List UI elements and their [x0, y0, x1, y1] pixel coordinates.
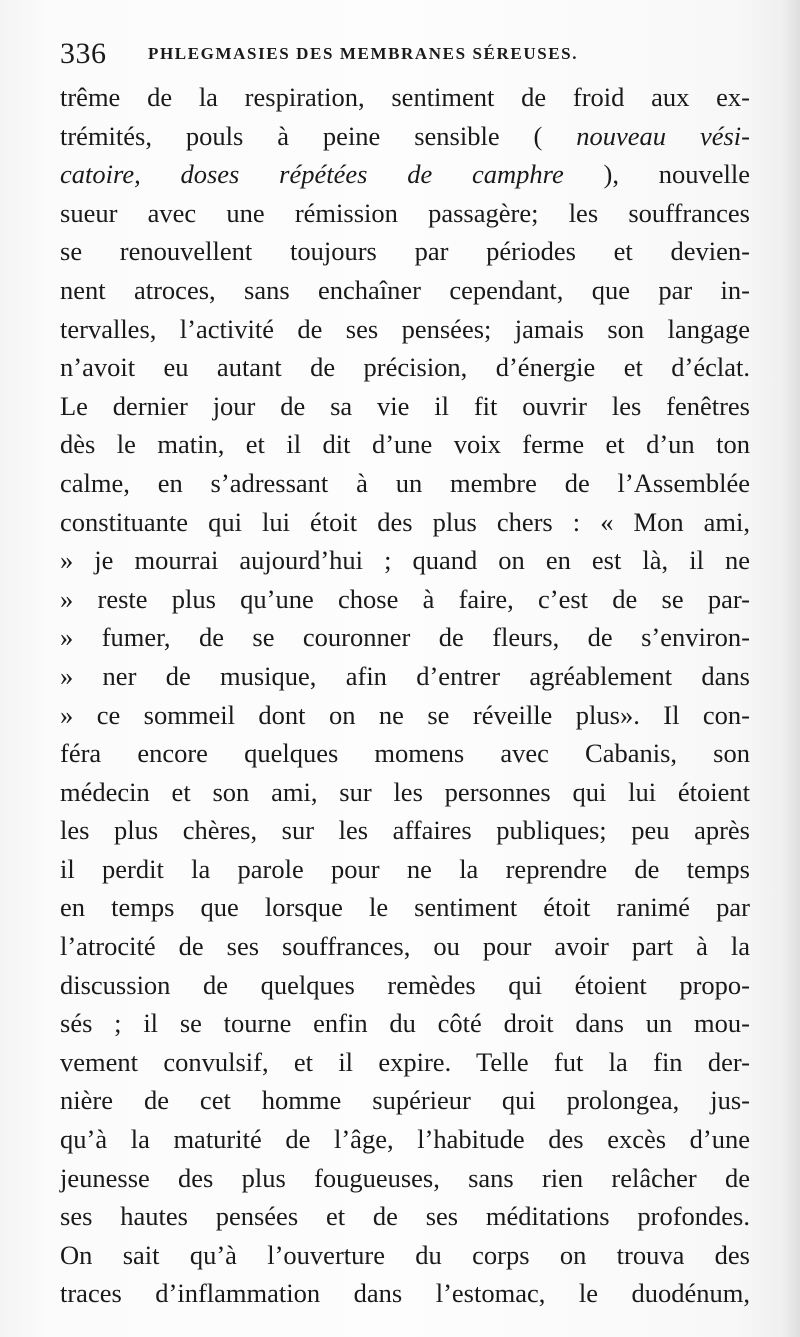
text-line: l’atrocité de ses souffrances, ou pour avoir part à la	[60, 931, 750, 962]
text-segment: trémités, pouls à peine sensible (	[60, 120, 577, 151]
text-line: n’avoit eu autant de précision, d’énergie et d’éclat.	[60, 352, 750, 383]
text-line: ses hautes pensées et de ses méditations profondes.	[60, 1201, 750, 1232]
text-line: » ner de musique, afin d’entrer agréablement dans	[60, 660, 750, 691]
text-line: trême de la respiration, sentiment de froid aux ex-	[60, 82, 750, 112]
text-line: sueur avec une rémission passagère; les souffrances	[60, 197, 750, 228]
text-line: constituante qui lui étoit des plus chers : « Mon ami,	[60, 506, 750, 537]
text-line: se renouvellent toujours par périodes et devien-	[60, 236, 750, 267]
text-line: » reste plus qu’une chose à faire, c’est de se par-	[60, 583, 750, 614]
text-line: » je mourrai aujourd’hui ; quand on en est là, il ne	[60, 545, 750, 576]
text-line: dès le matin, et il dit d’une voix ferme et d’un ton	[60, 429, 750, 460]
page-number: 336	[60, 37, 107, 70]
text-line: calme, en s’adressant à un membre de l’Assemblée	[60, 467, 750, 498]
text-line: Le dernier jour de sa vie il fit ouvrir les fenêtres	[60, 390, 750, 421]
text-line: il perdit la parole pour ne la reprendre de temps	[60, 853, 750, 884]
text-line: les plus chères, sur les affaires publiques; peu après	[60, 815, 750, 846]
page-header	[60, 34, 750, 74]
italic-segment: nouveau vési-	[576, 120, 750, 151]
text-line	[60, 155, 750, 194]
text-line: nent atroces, sans enchaîner cependant, que par in-	[60, 274, 750, 305]
text-line: traces d’inflammation dans l’estomac, le duodénum,	[60, 1278, 750, 1309]
text-line: sés ; il se tourne enfin du côté droit dans un mou-	[60, 1008, 750, 1039]
body-text	[60, 78, 750, 1313]
text-line: féra encore quelques momens avec Cabanis, son	[60, 738, 750, 769]
text-line: en temps que lorsque le sentiment étoit ranimé par	[60, 892, 750, 923]
text-line: » ce sommeil dont on ne se réveille plus». Il con-	[60, 699, 750, 730]
running-head: PHLEGMASIES DES MEMBRANES SÉREUSES.	[148, 44, 579, 63]
italic-segment: catoire, doses répétées de camphre	[60, 159, 564, 190]
text-line	[60, 117, 750, 156]
text-line: qu’à la maturité de l’âge, l’habitude des excès d’une	[60, 1124, 750, 1155]
text-line: nière de cet homme supérieur qui prolongea, jus-	[60, 1085, 750, 1116]
text-line: vement convulsif, et il expire. Telle fut la fin der-	[60, 1046, 750, 1077]
text-line: discussion de quelques remèdes qui étoient propo-	[60, 969, 750, 1000]
page-edge-shadow	[782, 0, 800, 1337]
text-line: » fumer, de se couronner de fleurs, de s’environ-	[60, 622, 750, 653]
text-line: tervalles, l’activité de ses pensées; jamais son langage	[60, 313, 750, 344]
text-line: On sait qu’à l’ouverture du corps on trouva des	[60, 1239, 750, 1270]
text-line: médecin et son ami, sur les personnes qui lui étoient	[60, 776, 750, 807]
text-segment: ), nouvelle	[563, 159, 750, 190]
text-line: jeunesse des plus fougueuses, sans rien relâcher de	[60, 1162, 750, 1193]
